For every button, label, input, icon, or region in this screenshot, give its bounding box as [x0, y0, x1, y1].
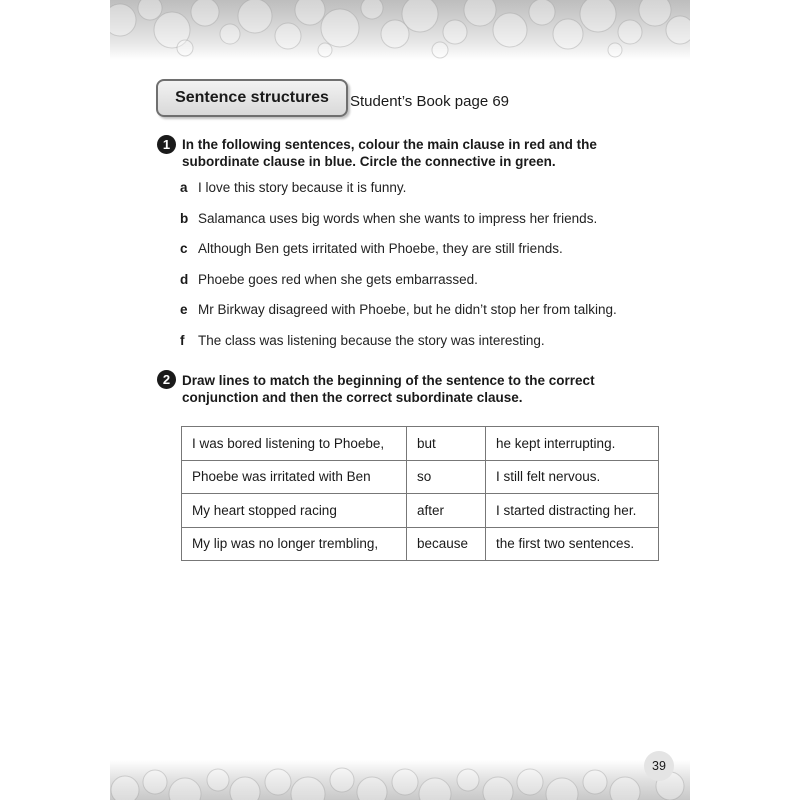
table-row	[182, 527, 659, 561]
sentence-beginning-cell: My heart stopped racing	[182, 494, 407, 528]
sentence-list	[180, 180, 650, 364]
item-letter: a	[180, 180, 188, 195]
table-row	[182, 460, 659, 494]
conjunction-cell: so	[407, 460, 486, 494]
worksheet-page	[110, 0, 690, 800]
bottom-decorative-band	[110, 760, 690, 800]
section-title-box	[156, 79, 348, 117]
section-title: Sentence structures	[175, 89, 329, 106]
question-1-instruction: In the following sentences, colour the main clause in red and the subordinate clause in blue. Circle the connective in green.	[182, 137, 597, 169]
matching-table	[181, 426, 659, 561]
sentence-item	[180, 241, 650, 272]
top-bubbles-pattern	[110, 0, 690, 60]
subordinate-clause-cell: I started distracting her.	[486, 494, 659, 528]
subordinate-clause-cell: I still felt nervous.	[486, 460, 659, 494]
sentence-beginning-cell: Phoebe was irritated with Ben	[182, 460, 407, 494]
item-text: I love this story because it is funny.	[198, 180, 407, 195]
item-letter: b	[180, 210, 189, 226]
item-letter: c	[180, 241, 188, 257]
question-1-number: 1	[157, 135, 176, 154]
page-number: 39	[644, 751, 674, 781]
table-row	[182, 427, 659, 461]
question-2-instruction: Draw lines to match the beginning of the sentence to the correct conjunction and then the correct subordinate clause.	[182, 373, 595, 405]
book-page-reference: Student’s Book page 69	[350, 93, 510, 110]
conjunction-cell: after	[407, 494, 486, 528]
item-text: Although Ben gets irritated with Phoebe, they are still friends.	[198, 241, 563, 257]
sentence-item	[180, 333, 650, 364]
bottom-bubbles-pattern	[110, 760, 690, 800]
item-letter: e	[180, 302, 188, 318]
item-text: Salamanca uses big words when she wants to impress her friends.	[198, 210, 598, 226]
item-letter: d	[180, 271, 189, 287]
sentence-beginning-cell: My lip was no longer trembling,	[182, 527, 407, 561]
conjunction-cell: but	[407, 427, 486, 461]
item-text: The class was listening because the story was interesting.	[198, 332, 545, 348]
item-text: Phoebe goes red when she gets embarrassed.	[198, 271, 478, 287]
item-letter: f	[180, 332, 185, 348]
sentence-item	[180, 272, 650, 303]
conjunction-cell: because	[407, 527, 486, 561]
sentence-item	[180, 211, 650, 242]
subordinate-clause-cell: the first two sentences.	[486, 527, 659, 561]
sentence-item	[180, 302, 650, 333]
question-2-number: 2	[157, 370, 176, 389]
sentence-item	[180, 180, 650, 211]
sentence-beginning-cell: I was bored listening to Phoebe,	[182, 427, 407, 461]
top-decorative-band	[110, 0, 690, 60]
subordinate-clause-cell: he kept interrupting.	[486, 427, 659, 461]
item-text: Mr Birkway disagreed with Phoebe, but he didn’t stop her from talking.	[198, 302, 617, 318]
table-row	[182, 494, 659, 528]
